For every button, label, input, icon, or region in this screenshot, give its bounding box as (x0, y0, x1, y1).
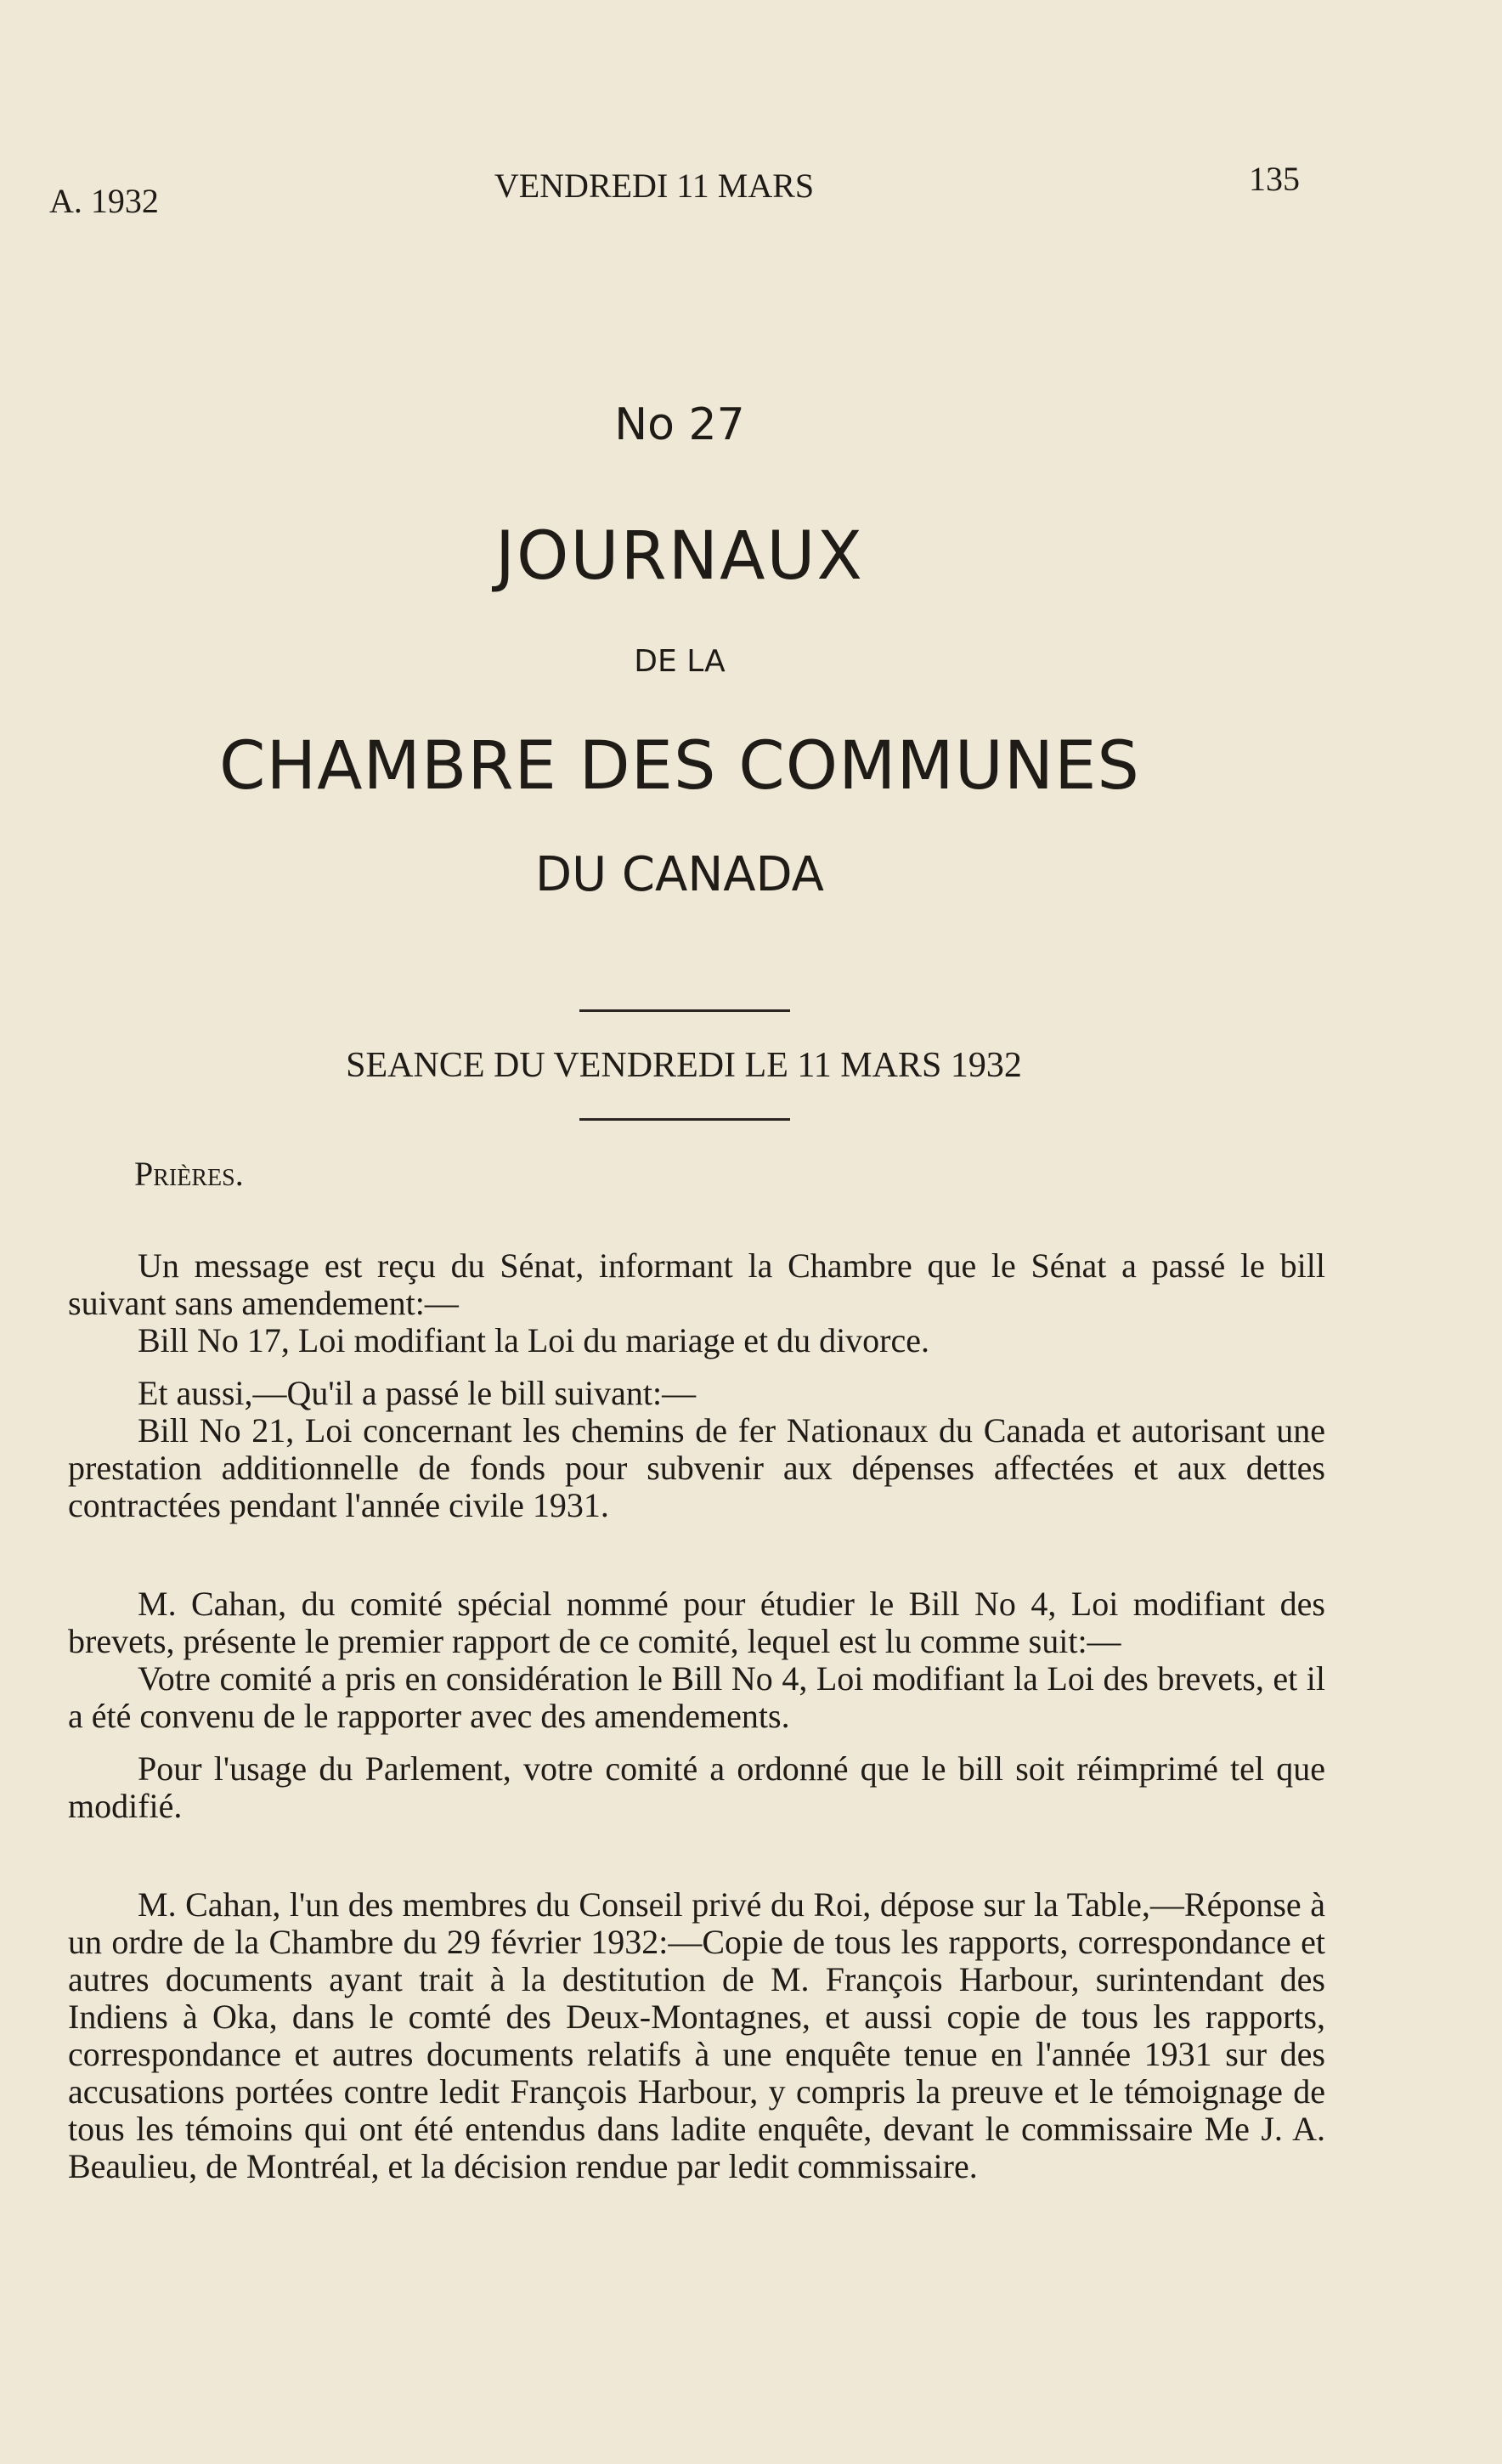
page-number: 135 (1249, 160, 1300, 198)
paragraph: M. Cahan, du comité spécial nommé pour étudier le Bill No 4, Loi modifiant des brevets, présente le premier rapport de ce comité, lequel est lu comme suit:— (68, 1585, 1325, 1660)
running-header (0, 160, 1502, 220)
divider-bottom (579, 1118, 790, 1121)
title-journaux: JOURNAUX (495, 518, 864, 595)
title-canada: DU CANADA (535, 847, 824, 902)
paragraph: Et aussi,—Qu'il a passé le bill suivant:— (138, 1374, 697, 1412)
title-de-la: DE LA (634, 644, 726, 679)
prieres-heading: Prières. (134, 1155, 244, 1193)
paragraph: Pour l'usage du Parlement, votre comité a ordonné que le bill soit réimprimé tel que modifié. (68, 1749, 1325, 1825)
header-date: VENDREDI 11 MARS (494, 167, 815, 205)
paragraph: Un message est reçu du Sénat, informant la Chambre que le Sénat a passé le bill suivant sans amendement:— (68, 1246, 1325, 1322)
body-text (68, 1156, 1325, 2185)
title-block (0, 399, 1359, 902)
paragraph: Bill No 17, Loi modifiant la Loi du mariage et du divorce. (138, 1321, 930, 1359)
issue-number: No 27 (614, 399, 745, 450)
seance-heading: SEANCE DU VENDREDI LE 11 MARS 1932 (346, 1046, 1022, 1085)
header-year: A. 1932 (49, 182, 159, 220)
divider-top (579, 1009, 790, 1012)
paragraph: Bill No 21, Loi concernant les chemins de fer Nationaux du Canada et autorisant une prestation additionnelle de fonds pour subvenir aux dépenses affectées et aux dettes contractées pendant l'année civile 1931. (68, 1411, 1325, 1524)
paragraph: Votre comité a pris en considération le Bill No 4, Loi modifiant la Loi des brevets, et il a été convenu de le rapporter avec des amendements. (68, 1659, 1325, 1735)
title-chambre: CHAMBRE DES COMMUNES (219, 728, 1140, 805)
paragraph: M. Cahan, l'un des membres du Conseil privé du Roi, dépose sur la Table,—Réponse à un ordre de la Chambre du 29 février 1932:—Copie de tous les rapports, correspondance et autres documents ayant trait à la destitution de M. François Harbour, surintendant des Indiens à Oka, dans le comté des Deux-Montagnes, et aussi copie de tous les rapports, correspondance et autres documents relatifs à une enquête tenue en l'année 1931 sur des accusations portées contre ledit François Harbour, y compris la preuve et le témoignage de tous les témoins qui ont été entendus dans ladite enquête, devant le commissaire Me J. A. Beaulieu, de Montréal, et la décision rendue par ledit commissaire. (68, 1885, 1325, 2185)
